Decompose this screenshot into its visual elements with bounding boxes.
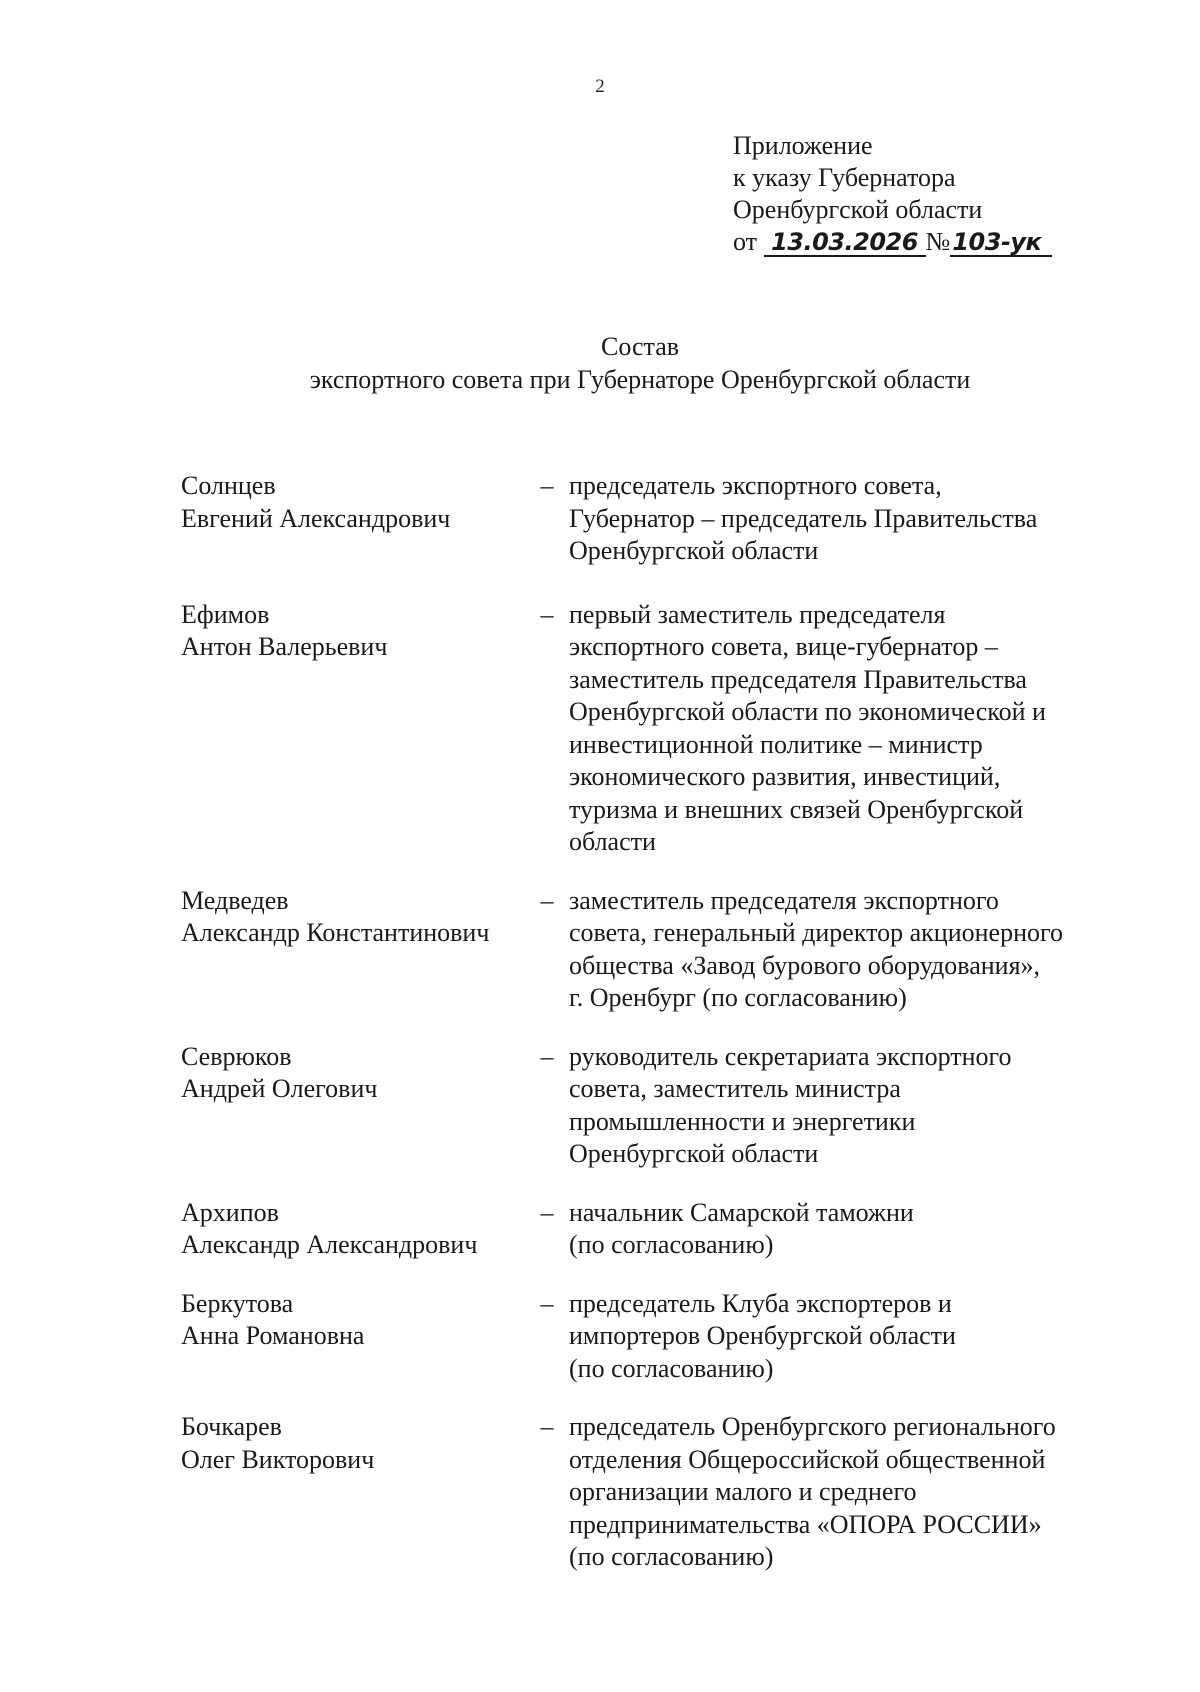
- member-row: [181, 885, 1111, 1015]
- handwritten-date: 13.03.2026: [764, 229, 926, 257]
- role-line: председатель Оренбургского регионального: [569, 1412, 1056, 1441]
- member-dash: –: [540, 1412, 554, 1441]
- member-surname: Беркутова: [181, 1288, 294, 1318]
- role-line: начальник Самарской таможни: [569, 1197, 914, 1227]
- role-line: промышленности и энергетики: [569, 1106, 916, 1136]
- appendix-decree-ref: к указу Губернатора: [733, 163, 956, 192]
- role-line: Губернатор – председатель Правительства: [569, 503, 1038, 533]
- handwritten-number: 103-ук: [950, 229, 1052, 257]
- member-name: [181, 470, 531, 535]
- member-given-name: Александр Александрович: [181, 1230, 478, 1259]
- member-surname: Солнцев: [181, 471, 276, 500]
- member-given-name: Евгений Александрович: [181, 503, 451, 533]
- member-role: [563, 599, 1111, 859]
- role-line: (по согласованию): [569, 1353, 774, 1383]
- role-line: председатель Клуба экспортеров и: [569, 1288, 952, 1318]
- member-given-name: Андрей Олегович: [181, 1074, 378, 1103]
- appendix-region: Оренбургской области: [733, 195, 983, 224]
- member-name: [181, 1041, 531, 1106]
- role-line: г. Оренбург (по согласованию): [569, 983, 907, 1012]
- role-line: импортеров Оренбургской области: [569, 1321, 956, 1350]
- date-prefix: от: [733, 227, 758, 256]
- role-line: Оренбургской области: [569, 1139, 819, 1168]
- title-line-2: экспортного совета при Губернаторе Оренбургской области: [309, 365, 971, 394]
- role-line: отделения Общероссийской общественной: [569, 1444, 1046, 1474]
- role-line: (по согласованию): [569, 1542, 774, 1571]
- member-row: [181, 470, 1111, 568]
- role-line: области: [569, 827, 656, 856]
- member-given-name: Олег Викторович: [181, 1444, 375, 1474]
- member-surname: Архипов: [181, 1197, 279, 1227]
- member-dash: –: [540, 1041, 554, 1071]
- member-row: [181, 1041, 1111, 1171]
- member-name: [181, 1288, 531, 1353]
- role-line: совета, заместитель министра: [569, 1074, 901, 1103]
- member-dash: –: [540, 599, 554, 629]
- member-name: [181, 885, 531, 950]
- member-role: [563, 1197, 1111, 1262]
- member-given-name: Антон Валерьевич: [181, 632, 388, 661]
- member-surname: Севрюков: [181, 1041, 292, 1071]
- role-line: туризма и внешних связей Оренбургской: [569, 794, 1024, 824]
- member-surname: Бочкарев: [181, 1412, 282, 1441]
- member-row: [181, 1288, 1111, 1386]
- page-number: 2: [595, 76, 605, 97]
- title-line-1: Состав: [600, 332, 680, 361]
- member-name: [181, 1197, 531, 1262]
- member-given-name: Анна Романовна: [181, 1321, 365, 1350]
- member-dash: –: [540, 471, 554, 500]
- role-line: предпринимательства «ОПОРА РОССИИ»: [569, 1509, 1042, 1539]
- role-line: заместитель председателя экспортного: [569, 885, 999, 915]
- number-sign: №: [925, 227, 951, 256]
- member-row: [181, 599, 1111, 859]
- role-line: председатель экспортного совета,: [569, 471, 942, 500]
- role-line: инвестиционной политике – министр: [569, 729, 983, 759]
- member-role: [563, 470, 1111, 568]
- role-line: общества «Завод бурового оборудования»,: [569, 950, 1041, 980]
- role-line: заместитель председателя Правительства: [569, 664, 1027, 694]
- member-row: [181, 1411, 1111, 1574]
- appendix-block: [733, 130, 1052, 258]
- member-role: [563, 1411, 1111, 1574]
- member-surname: Медведев: [181, 885, 289, 915]
- role-line: руководитель секретариата экспортного: [569, 1041, 1012, 1071]
- member-dash: –: [540, 1288, 554, 1318]
- role-line: Оренбургской области: [569, 536, 819, 565]
- member-role: [563, 1288, 1111, 1386]
- role-line: экономического развития, инвестиций,: [569, 762, 1001, 791]
- member-name: [181, 1411, 531, 1476]
- role-line: совета, генеральный директор акционерного: [569, 918, 1064, 947]
- member-role: [563, 1041, 1111, 1171]
- role-line: организации малого и среднего: [569, 1477, 917, 1506]
- member-row: [181, 1197, 1111, 1262]
- members-list: [181, 470, 1111, 1574]
- member-dash: –: [540, 885, 554, 915]
- member-role: [563, 885, 1111, 1015]
- role-line: экспортного совета, вице-губернатор –: [569, 632, 998, 661]
- member-name: [181, 599, 531, 664]
- document-title: [0, 330, 1200, 396]
- member-given-name: Александр Константинович: [181, 918, 490, 947]
- role-line: Оренбургской области по экономической и: [569, 697, 1046, 726]
- role-line: (по согласованию): [569, 1230, 774, 1259]
- member-dash: –: [540, 1197, 554, 1227]
- appendix-title: Приложение: [733, 131, 873, 160]
- role-line: первый заместитель председателя: [569, 599, 946, 629]
- member-surname: Ефимов: [181, 599, 270, 629]
- decree-date-number-line: [733, 226, 1052, 258]
